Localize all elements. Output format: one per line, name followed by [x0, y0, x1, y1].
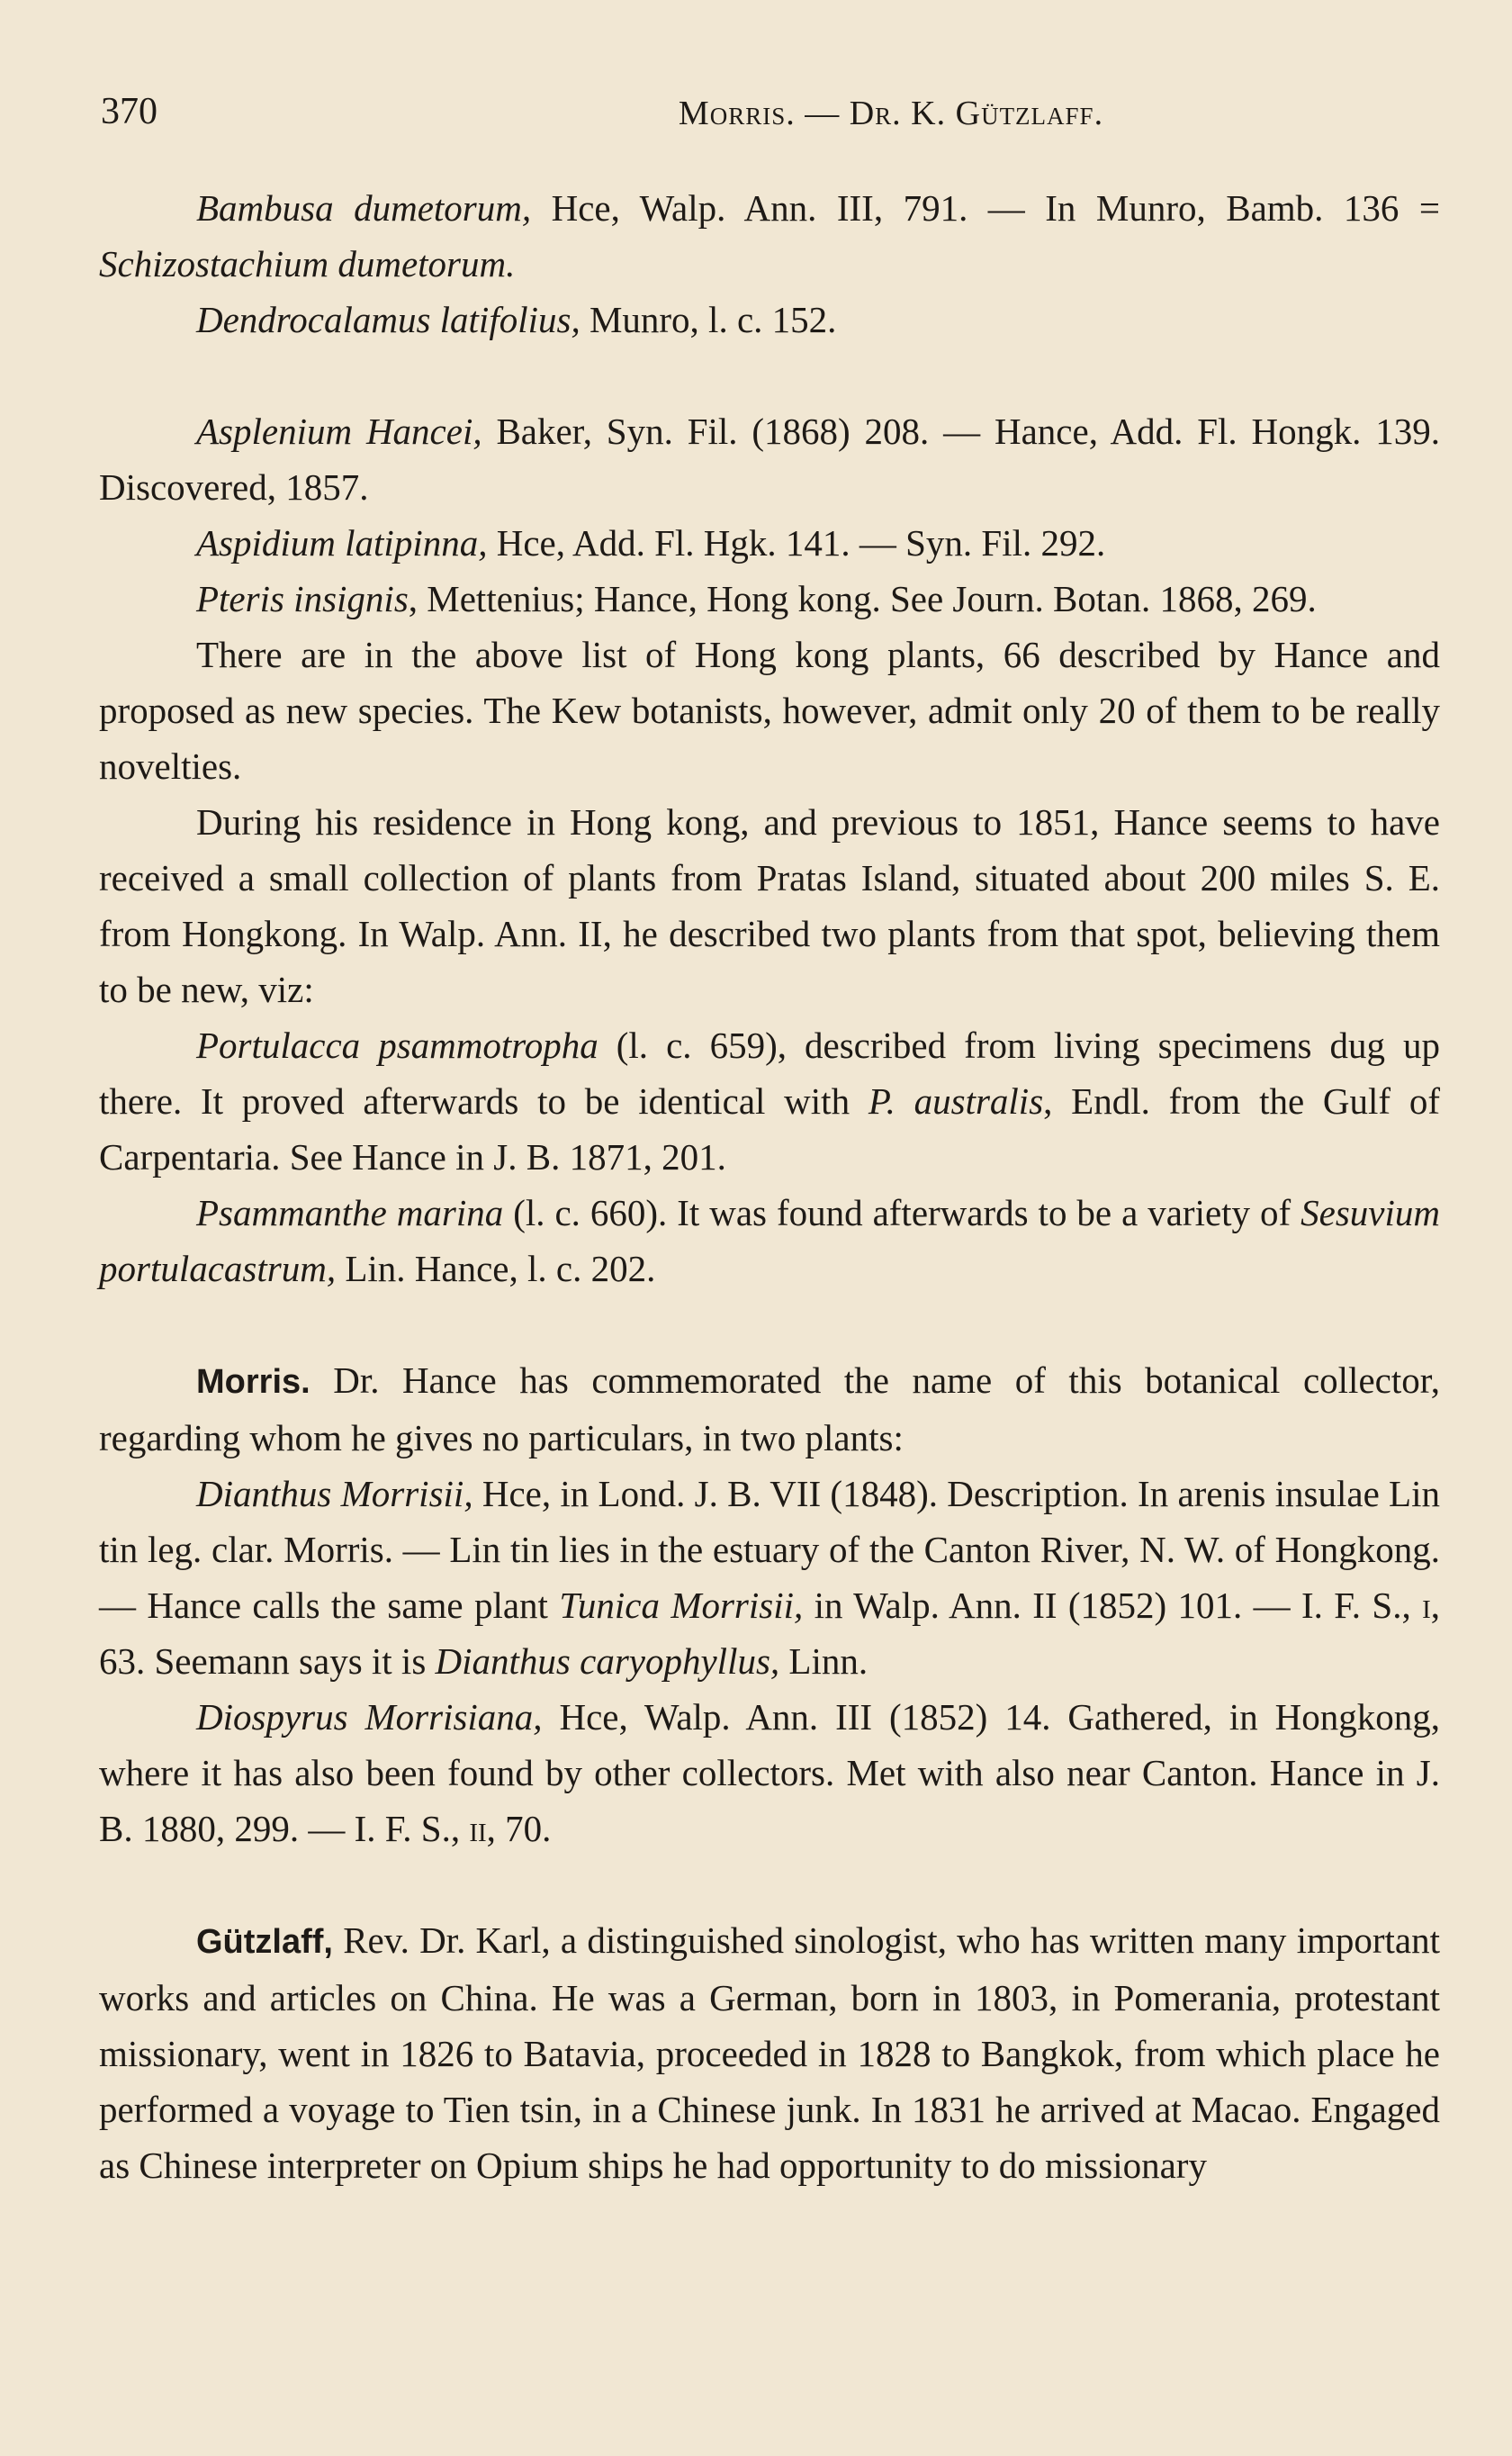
- running-head: Morris. — Dr. K. Gützlaff.: [678, 95, 1104, 132]
- spacer: [99, 1296, 1440, 1352]
- taxon: Portulacca psammotropha: [196, 1025, 598, 1066]
- taxon: Sesuvium portulacastrum,: [99, 1192, 1441, 1289]
- taxon: Diospyrus Morrisiana,: [196, 1696, 543, 1738]
- entry-dendrocalamus: Dendrocalamus latifolius, Munro, l. c. 152.: [196, 299, 837, 340]
- entry-psammanthe: Psammanthe marina (l. c. 660). It was found afterwards to be a variety of Sesuvium portulacastrum, Lin. Hance, l. c. 202.: [99, 1192, 1441, 1289]
- volume-numeral: ii: [469, 1808, 487, 1849]
- page-number: 370: [101, 91, 158, 132]
- page-body: [99, 180, 1440, 2193]
- taxon: Dendrocalamus latifolius,: [196, 299, 580, 340]
- volume-numeral: i: [1422, 1585, 1431, 1626]
- taxon: Dianthus caryophyllus,: [435, 1640, 780, 1682]
- entry-dianthus: Dianthus Morrisii, Hce, in Lond. J. B. VII (1848). Description. In arenis insulae Lin tin leg. clar. Morris. — Lin tin lies in the estuary of the Canton River, N. W. of Hongkong. — Hance calls the same plant Tunica Morrisii, in Walp. Ann. II (1852) 101. — I. F. S., i, 63. Seemann says it is Dianthus caryophyllus, Linn.: [99, 1473, 1440, 1682]
- entry-gutzlaff: Gützlaff, Rev. Dr. Karl, a distinguished sinologist, who has written many important works and articles on China. He was a German, born in 1803, in Pomerania, protestant missionary, went in 1826 to Batavia, proceeded in 1828 to Bangkok, from which place he performed a voyage to Tien tsin, in a Chinese junk. In 1831 he arrived at Macao. Engaged as Chinese interpreter on Opium ships he had opportunity to do missionary: [99, 1919, 1440, 2186]
- entry-morris: Morris. Dr. Hance has commemorated the name of this botanical collector, regarding whom he gives no particulars, in two plants:: [99, 1359, 1440, 1458]
- taxon: Aspidium latipinna,: [196, 522, 488, 564]
- paragraph-pratas: During his residence in Hong kong, and previous to 1851, Hance seems to have received a small collection of plants from Pratas Island, situated about 200 miles S. E. from Hongkong. In Walp. Ann. II, he described two plants from that spot, believing them to be new, viz:: [99, 801, 1440, 1010]
- taxon: Bambusa dumetorum,: [196, 187, 532, 229]
- taxon: Schizostachium dumetorum.: [99, 243, 516, 284]
- collector-name: Morris.: [196, 1363, 310, 1401]
- entry-bambusa: Bambusa dumetorum, Hce, Walp. Ann. III, 791. — In Munro, Bamb. 136 = Schizostachium dumetorum.: [99, 187, 1440, 284]
- entry-portulacca: Portulacca psammotropha (l. c. 659), described from living specimens dug up there. It proved afterwards to be identical with P. australis, Endl. from the Gulf of Carpentaria. See Hance in J. B. 1871, 201.: [99, 1025, 1440, 1178]
- entry-diospyrus: Diospyrus Morrisiana, Hce, Walp. Ann. III (1852) 14. Gathered, in Hongkong, where it has also been found by other collectors. Met with also near Canton. Hance in J. B. 1880, 299. — I. F. S., ii, 70.: [99, 1696, 1440, 1849]
- taxon: Pteris insignis: [196, 578, 409, 619]
- spacer: [99, 1856, 1440, 1912]
- entry-pteris: Pteris insignis, Mettenius; Hance, Hong kong. See Journ. Botan. 1868, 269.: [196, 578, 1317, 619]
- taxon: P. australis: [868, 1080, 1044, 1122]
- taxon: Dianthus Morrisii,: [196, 1473, 473, 1514]
- paragraph-summary: There are in the above list of Hong kong plants, 66 described by Hance and proposed as new species. The Kew botanists, however, admit only 20 of them to be really novelties.: [99, 634, 1440, 787]
- taxon: Asplenium Hancei,: [196, 411, 482, 452]
- taxon: Tunica Morrisii,: [559, 1585, 804, 1626]
- spacer: [99, 348, 1440, 403]
- page-header: [99, 90, 1449, 144]
- taxon: Psammanthe marina: [196, 1192, 504, 1233]
- collector-name: Gützlaff,: [196, 1923, 333, 1961]
- entry-aspidium: Aspidium latipinna, Hce, Add. Fl. Hgk. 141. — Syn. Fil. 292.: [196, 522, 1106, 564]
- entry-asplenium: Asplenium Hancei, Baker, Syn. Fil. (1868) 208. — Hance, Add. Fl. Hongk. 139. Discovered, 1857.: [99, 411, 1440, 508]
